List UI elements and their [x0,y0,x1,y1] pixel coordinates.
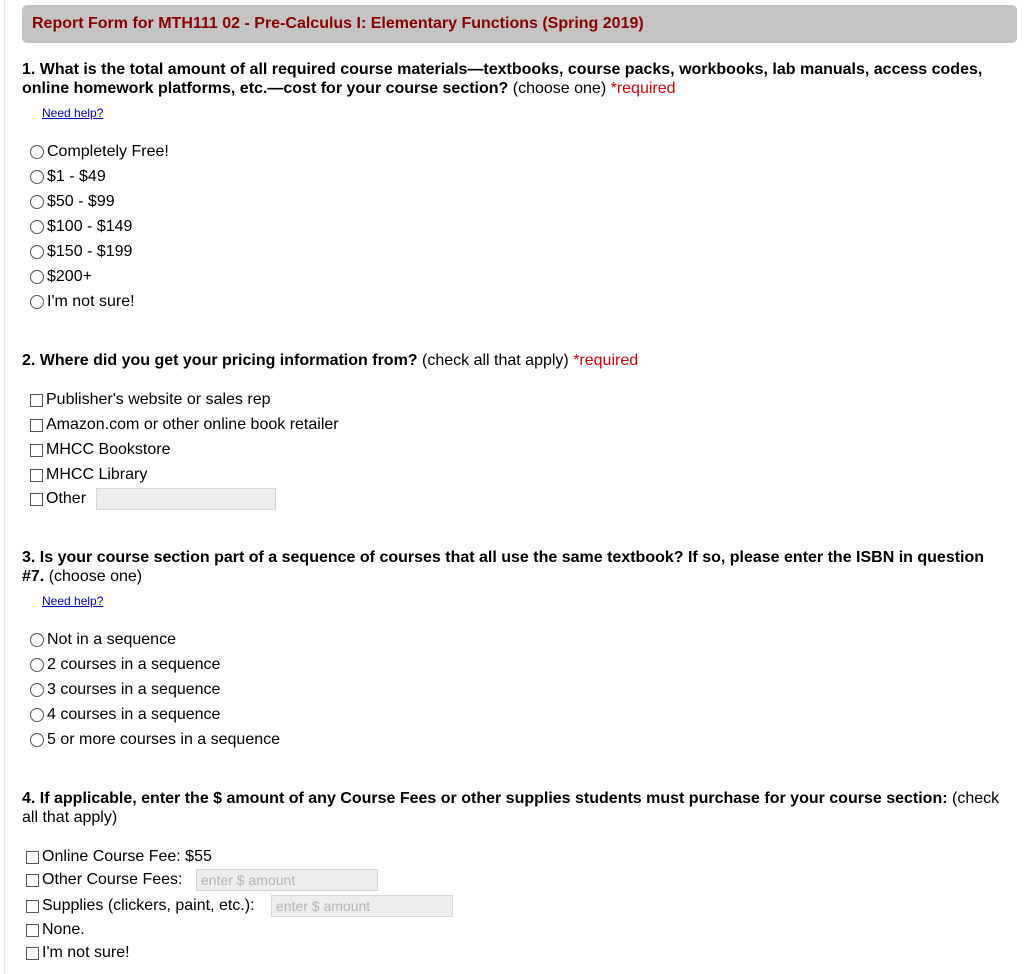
q1-radio-100-149[interactable] [30,220,44,234]
q1-option-100-149[interactable] [30,217,132,237]
q2-option-label: Other [46,490,87,507]
q4-option-none[interactable] [26,920,85,940]
q1-option-label: $50 - $99 [47,193,115,210]
question-2 [22,351,1002,370]
q3-option-label: 3 courses in a sequence [47,681,221,698]
q2-option-amazon[interactable] [30,415,339,435]
q4-option-label: Supplies (clickers, paint, etc.): [42,897,255,914]
q2-option-label: Publisher's website or sales rep [46,391,271,408]
q2-option-other[interactable] [30,489,86,509]
q4-checkbox-supplies[interactable] [26,900,39,913]
q4-supplies-input[interactable] [271,895,453,917]
q1-option-label: Completely Free! [47,143,169,160]
q2-checkbox-other[interactable] [30,493,43,506]
question-4-text: 4. If applicable, enter the $ amount of any Course Fees or other supplies students must purchase for your course section: [22,790,948,807]
q4-option-supplies[interactable] [26,896,255,916]
q4-other-fees-input[interactable] [196,869,378,891]
q1-option-not-sure[interactable] [30,292,135,312]
q2-checkbox-amazon[interactable] [30,419,43,432]
question-1-hint: (choose one) [508,80,611,97]
q1-option-200-plus[interactable] [30,267,92,287]
page-left-border [4,0,5,974]
q4-option-label: I'm not sure! [42,944,130,961]
q4-option-label: Online Course Fee: $55 [42,848,212,865]
question-1-required: *required [610,80,676,97]
q2-checkbox-library[interactable] [30,469,43,482]
q1-option-label: $150 - $199 [47,243,133,260]
q4-checkbox-none[interactable] [26,924,39,937]
q4-checkbox-other-fees[interactable] [26,874,39,887]
q4-option-label: Other Course Fees: [42,871,183,888]
question-3-hint: (choose one) [44,568,143,585]
question-3-text: 3. Is your course section part of a sequence of courses that all use the same textbook? If so, please enter the ISBN in question #7. [22,549,985,585]
q3-option-5-plus-courses[interactable] [30,730,280,750]
question-2-text: 2. Where did you get your pricing information from? [22,352,418,369]
question-2-hint: (check all that apply) [417,352,574,369]
q4-option-online-fee[interactable] [26,847,212,867]
q2-option-bookstore[interactable] [30,440,170,460]
q2-checkbox-publisher[interactable] [30,394,43,407]
q3-option-4-courses[interactable] [30,705,220,725]
q3-option-label: 5 or more courses in a sequence [47,731,281,748]
question-2-required: *required [573,352,639,369]
q3-radio-5-plus-courses[interactable] [30,733,44,747]
q1-option-50-99[interactable] [30,192,115,212]
question-1-text: 1. What is the total amount of all required course materials—textbooks, course packs, workbooks, lab manuals, access codes, online homework platforms, etc.—cost for your course section? [22,61,983,97]
question-3 [22,548,1002,586]
q2-option-label: MHCC Library [46,466,148,483]
q2-option-library[interactable] [30,465,147,485]
question-1 [22,60,1002,98]
question-3-help-link[interactable]: Need help? [42,594,104,608]
q4-option-label: None. [42,921,85,938]
form-header [22,5,1017,43]
q1-option-150-199[interactable] [30,242,132,262]
q3-option-label: 4 courses in a sequence [47,706,221,723]
q3-radio-no-sequence[interactable] [30,633,44,647]
q1-radio-150-199[interactable] [30,245,44,259]
q3-radio-4-courses[interactable] [30,708,44,722]
q1-option-label: I'm not sure! [47,293,135,310]
q1-radio-200-plus[interactable] [30,270,44,284]
q1-radio-free[interactable] [30,145,44,159]
q2-option-label: MHCC Bookstore [46,441,171,458]
q2-checkbox-bookstore[interactable] [30,444,43,457]
q2-option-label: Amazon.com or other online book retailer [46,416,339,433]
q1-option-free[interactable] [30,142,169,162]
q1-radio-not-sure[interactable] [30,295,44,309]
q4-option-other-fees[interactable] [26,870,183,890]
q1-option-label: $100 - $149 [47,218,133,235]
q3-option-no-sequence[interactable] [30,630,176,650]
q3-radio-2-courses[interactable] [30,658,44,672]
form-title: Report Form for MTH111 02 - Pre-Calculus I: Elementary Functions (Spring 2019) [32,15,644,32]
q3-option-2-courses[interactable] [30,655,220,675]
question-4-hint: (check all that apply) [22,790,1000,826]
q1-radio-1-49[interactable] [30,170,44,184]
q2-other-input[interactable] [96,488,276,510]
q4-option-not-sure[interactable] [26,943,130,963]
q4-checkbox-not-sure[interactable] [26,947,39,960]
question-4 [22,789,1002,827]
q3-option-3-courses[interactable] [30,680,220,700]
q1-option-label: $200+ [47,268,92,285]
q3-option-label: 2 courses in a sequence [47,656,221,673]
q4-checkbox-online-fee[interactable] [26,851,39,864]
q1-option-1-49[interactable] [30,167,106,187]
q3-radio-3-courses[interactable] [30,683,44,697]
q1-radio-50-99[interactable] [30,195,44,209]
q1-option-label: $1 - $49 [47,168,106,185]
question-1-help-link[interactable]: Need help? [42,106,104,120]
q2-option-publisher[interactable] [30,390,271,410]
q3-option-label: Not in a sequence [47,631,176,648]
